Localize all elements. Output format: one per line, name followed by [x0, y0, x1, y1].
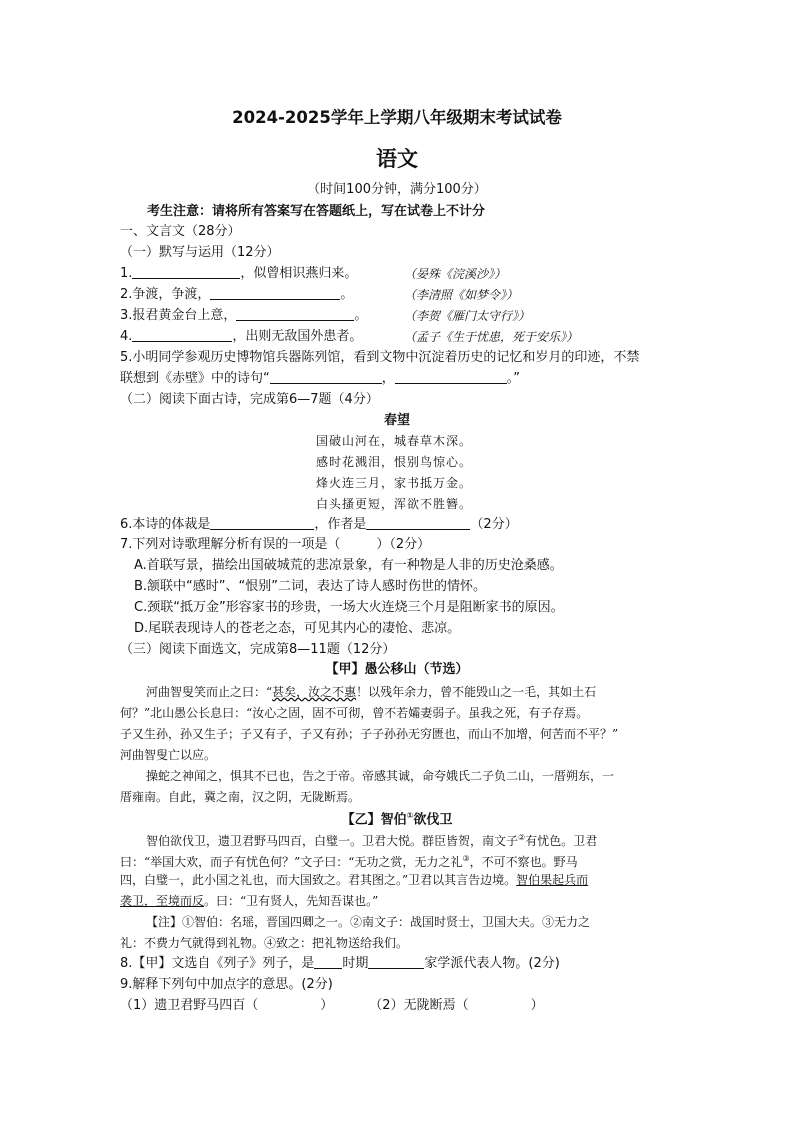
question-text: 联想到《赤壁》中的诗句“ [120, 371, 270, 386]
answer-blank[interactable] [236, 306, 354, 321]
answer-blank[interactable] [210, 515, 314, 530]
title-text: 欲伐卫 [413, 812, 453, 828]
score-label: ）（2分） [376, 537, 431, 552]
question-9-items [120, 996, 544, 1016]
title-text: 【乙】智伯 [341, 812, 407, 828]
footnote-line: 礼：不费力气就得到礼物。④致之：把礼物送给我们。 [120, 936, 409, 950]
answer-blank[interactable] [395, 369, 507, 384]
option-c: C.颈联“抵万金”形容家书的珍贵，一场大火连烧三个月是阻断家书的原因。 [134, 600, 564, 615]
answer-blank[interactable] [132, 264, 240, 279]
punctuation: 。 [340, 287, 354, 302]
poem-line: 国破山河在，城春草木深。 [316, 434, 473, 448]
question-text: 2.争渡，争渡， [120, 287, 211, 302]
question-8 [120, 954, 560, 974]
passage-jia-line: 厝雍南。自此，冀之南，汉之阴，无陇断焉。 [120, 790, 361, 804]
passage-text: 曰：“举国大欢，而子有忧色何？”文子曰：“无功之赏，无力之礼 [120, 855, 463, 869]
question-4 [120, 327, 362, 347]
question-text: ，作者是 [314, 517, 367, 532]
passage-text: ，不可不察也。野马 [469, 855, 578, 869]
exam-title: 2024-2025学年上学期八年级期末考试试卷 [232, 108, 562, 127]
time-info: （时间100分钟，满分100分） [307, 182, 487, 197]
punctuation: ， [381, 371, 395, 386]
passage-jia-line: 子又生孙，孙又生子；子又有子，子又有孙；子子孙孙无穷匮也，而山不加增，何苦而不平？” [120, 727, 619, 741]
question-text: 7.下列对诗歌理解分析有误的一项是（ [120, 537, 341, 552]
question-2 [120, 285, 353, 305]
passage-yi-title [0, 806, 794, 830]
passage-jia-line: 何？”北山愚公长息曰：“汝心之固，固不可彻，曾不若孀妻弱子。虽我之死，有子存焉。 [120, 706, 589, 720]
question-text: 8.【甲】文选自《列子》列子，是 [120, 956, 315, 971]
option-b: B.颔联中“感时”、“恨别”二词，表达了诗人感时伤世的情怀。 [134, 579, 486, 594]
answer-blank[interactable] [366, 515, 470, 530]
question-6 [120, 515, 518, 535]
question-5-line1: 5.小明同学参观历史博物馆兵器陈列馆，看到文物中沉淀着历史的记忆和岁月的印迹，不禁 [120, 350, 640, 365]
question-text: 6.本诗的体裁是 [120, 517, 211, 532]
source-citation: （孟子《生于忧患，死于安乐》） [404, 330, 579, 344]
question-number: 1. [120, 266, 133, 281]
option-d: D.尾联表现诗人的苍老之态，可见其内心的凄怆、悲凉。 [134, 621, 461, 636]
passage-jia-line [146, 682, 596, 702]
part-heading: （三）阅读下面选文，完成第8—11题（12分） [120, 642, 396, 657]
question-1 [120, 264, 357, 284]
footnote-marker: ① [406, 811, 414, 820]
passage-text: ！以残年余力，曾不能毁山之一毛，其如土石 [356, 685, 597, 699]
poem-title: 春望 [383, 413, 410, 428]
answer-blank[interactable] [210, 285, 340, 300]
question-3 [120, 306, 367, 326]
sub-question: （2）无陇断焉（ [369, 998, 469, 1013]
source-citation: （晏殊《浣溪沙》） [404, 267, 507, 281]
answer-blank[interactable] [368, 954, 424, 969]
section-heading: 一、文言文（28分） [120, 224, 241, 239]
source-citation: （李贺《雁门太守行》） [404, 309, 531, 323]
passage-text: 有忧色。卫君 [525, 834, 598, 848]
punctuation: ） [530, 998, 544, 1013]
question-text: 时期 [342, 956, 369, 971]
exam-notice: 考生注意：请将所有答案写在答题纸上，写在试卷上不计分 [147, 204, 486, 219]
passage-text: 四，白璧一，此小国之礼也，而大国致之。君其图之。”卫君以其言告边境。 [120, 873, 517, 887]
question-number: 4. [120, 329, 133, 344]
footnote-line: 【注】①智伯：名瑶，晋国四卿之一。②南文子：战国时贤士，卫国大夫。③无力之 [146, 915, 591, 929]
poem-line: 白头搔更短，浑欲不胜簪。 [316, 497, 473, 511]
punctuation: 。 [354, 308, 368, 323]
score-label: （2分） [470, 517, 518, 532]
underlined-phrase: 甚矣，汝之不惠 [272, 685, 357, 699]
punctuation: 。” [506, 371, 521, 386]
sub-question: （1）遗卫君野马四百（ [120, 998, 259, 1013]
option-a: A.首联写景，描绘出国破城荒的悲凉景象，有一种物是人非的历史沧桑感。 [134, 558, 563, 573]
answer-blank[interactable] [314, 954, 342, 969]
question-9: 9.解释下列句中加点字的意思。(2分) [120, 977, 333, 992]
poem-line: 烽火连三月，家书抵万金。 [316, 476, 473, 490]
question-text: ，出则无敌国外患者。 [232, 329, 363, 344]
source-citation: （李清照《如梦令》） [404, 288, 519, 302]
punctuation: ） [320, 998, 334, 1013]
passage-text: 河曲智叟笑而止之曰：“ [146, 685, 273, 699]
answer-blank[interactable] [270, 369, 382, 384]
passage-text: 智伯欲伐卫，遗卫君野马四百，白璧一。卫君大悦。群臣皆贺，南文子 [146, 834, 519, 848]
subject-title: 语文 [376, 147, 418, 171]
poem-line: 感时花溅泪，恨别鸟惊心。 [316, 455, 473, 469]
question-text: 家学派代表人物。(2分) [424, 956, 560, 971]
part-heading: （二）阅读下面古诗，完成第6—7题（4分） [120, 392, 379, 407]
question-text: ，似曾相识燕归来。 [240, 266, 358, 281]
footnote-marker: ③ [462, 854, 470, 863]
passage-jia-title: 【甲】愚公移山（节选） [325, 662, 469, 677]
passage-jia-line: 河曲智叟亡以应。 [120, 748, 217, 762]
underlined-phrase: 袭卫，至境而反 [120, 894, 205, 908]
underlined-phrase: 智伯果起兵而 [516, 873, 589, 887]
passage-yi-line [120, 891, 378, 911]
passage-yi-line [146, 828, 597, 851]
question-5-line2 [120, 369, 520, 389]
question-7 [120, 535, 430, 555]
answer-blank[interactable] [132, 327, 232, 342]
passage-yi-line [120, 849, 578, 872]
passage-jia-line: 操蛇之神闻之，惧其不已也，告之于帝。帝感其诚，命夸娥氏二子负二山，一厝朔东，一 [146, 769, 615, 783]
passage-yi-line [120, 870, 588, 890]
part-heading: （一）默写与运用（12分） [120, 245, 280, 260]
question-text: 3.报君黄金台上意， [120, 308, 237, 323]
footnote-marker: ② [518, 833, 526, 842]
passage-text: 。曰：“卫有贤人，先知吾谋也。” [204, 894, 379, 908]
